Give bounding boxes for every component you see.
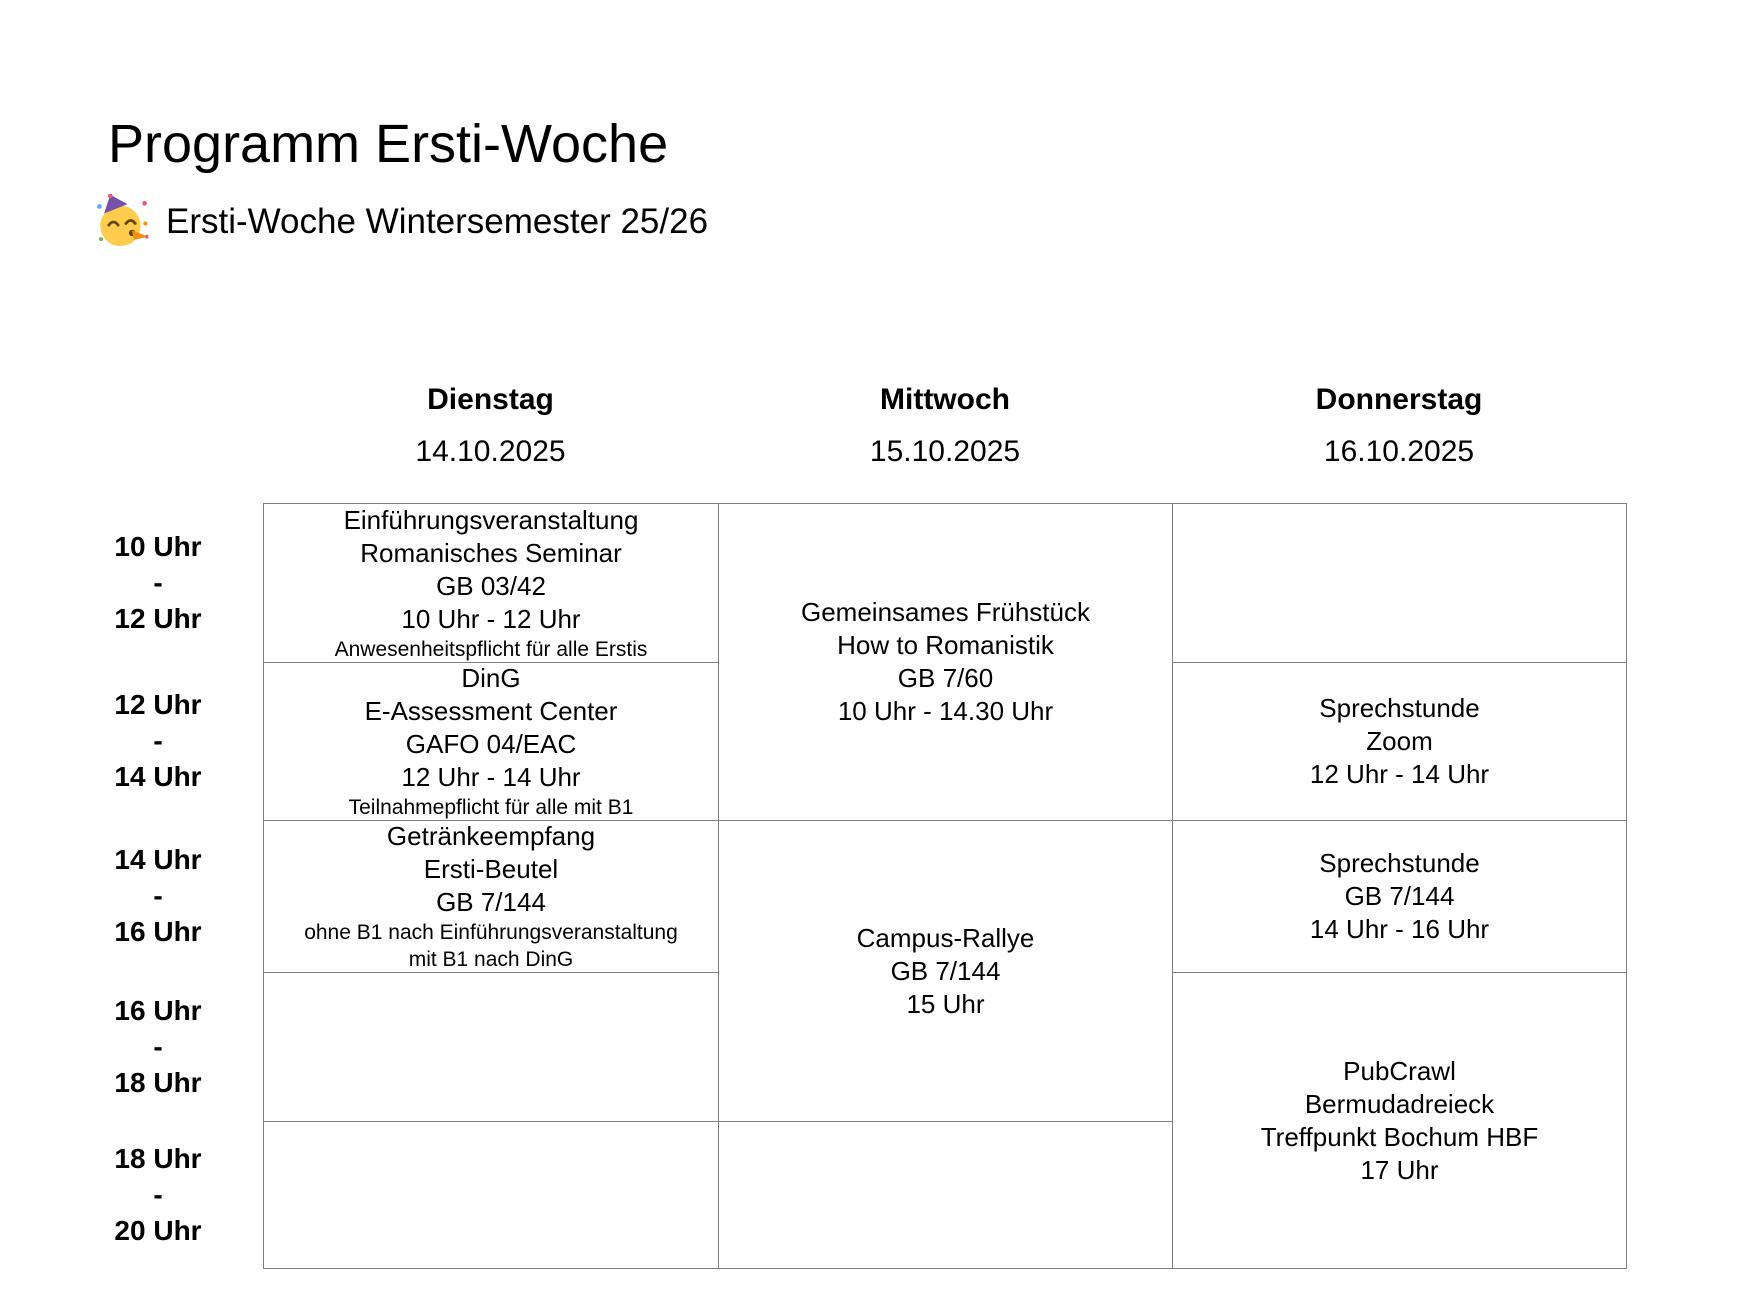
time-separator: -	[153, 880, 163, 911]
event-pubcrawl: PubCrawl Bermudadreieck Treffpunkt Bochum HBF 17 Uhr	[1173, 973, 1627, 1269]
day-header-mittwoch: Mittwoch	[880, 383, 1010, 416]
day-header-donnerstag: Donnerstag	[1315, 383, 1483, 416]
subtitle	[94, 194, 708, 250]
event-sprechstunde-gb7144: Sprechstunde GB 7/144 14 Uhr - 16 Uhr	[1173, 821, 1627, 973]
day-date-donnerstag: 16.10.2025	[1323, 435, 1475, 468]
cell-dienstag-16-18-empty	[264, 973, 719, 1122]
cell-donnerstag-10-12-empty	[1173, 504, 1627, 663]
cell-dienstag-18-20-empty	[264, 1122, 719, 1269]
event-sprechstunde-zoom: Sprechstunde Zoom 12 Uhr - 14 Uhr	[1173, 663, 1627, 821]
time-label-16-18: 16 Uhr - 18 Uhr	[114, 994, 202, 1098]
event-einfuehrungsveranstaltung: Einführungsveranstaltung Romanisches Seminar GB 03/42 10 Uhr - 12 Uhr Anwesenheitspflicht für alle Erstis	[264, 504, 719, 663]
time-label-18-20: 18 Uhr - 20 Uhr	[114, 1142, 202, 1246]
day-date-dienstag: 14.10.2025	[415, 435, 566, 468]
day-date-mittwoch: 15.10.2025	[869, 435, 1021, 468]
subtitle-text: Ersti-Woche Wintersemester 25/26	[166, 202, 709, 241]
time-separator: -	[153, 1178, 163, 1210]
page-title: Programm Ersti-Woche	[108, 114, 669, 174]
time-label-14-16: 14 Uhr - 16 Uhr	[114, 844, 202, 947]
cell-mittwoch-18-20-empty	[719, 1122, 1173, 1269]
party-face-emoji-icon	[94, 194, 150, 250]
event-ding: DinG E-Assessment Center GAFO 04/EAC 12 Uhr - 14 Uhr Teilnahmepflicht für alle mit B1	[264, 663, 719, 821]
time-separator: -	[153, 1030, 163, 1062]
day-header-dienstag: Dienstag	[427, 383, 554, 416]
event-getraenkeempfang: Getränkeempfang Ersti-Beutel GB 7/144 ohne B1 nach Einführungsveranstaltung mit B1 nach DinG	[264, 821, 719, 973]
time-label-12-14: 12 Uhr - 14 Uhr	[114, 689, 202, 792]
event-gemeinsames-fruehstueck: Gemeinsames Frühstück How to Romanistik GB 7/60 10 Uhr - 14.30 Uhr	[719, 504, 1173, 821]
time-separator: -	[153, 566, 163, 598]
schedule-table	[263, 503, 1627, 1269]
event-campus-rallye: Campus-Rallye GB 7/144 15 Uhr	[719, 821, 1173, 1122]
time-separator: -	[153, 725, 163, 756]
time-label-10-12: 10 Uhr - 12 Uhr	[114, 530, 202, 634]
